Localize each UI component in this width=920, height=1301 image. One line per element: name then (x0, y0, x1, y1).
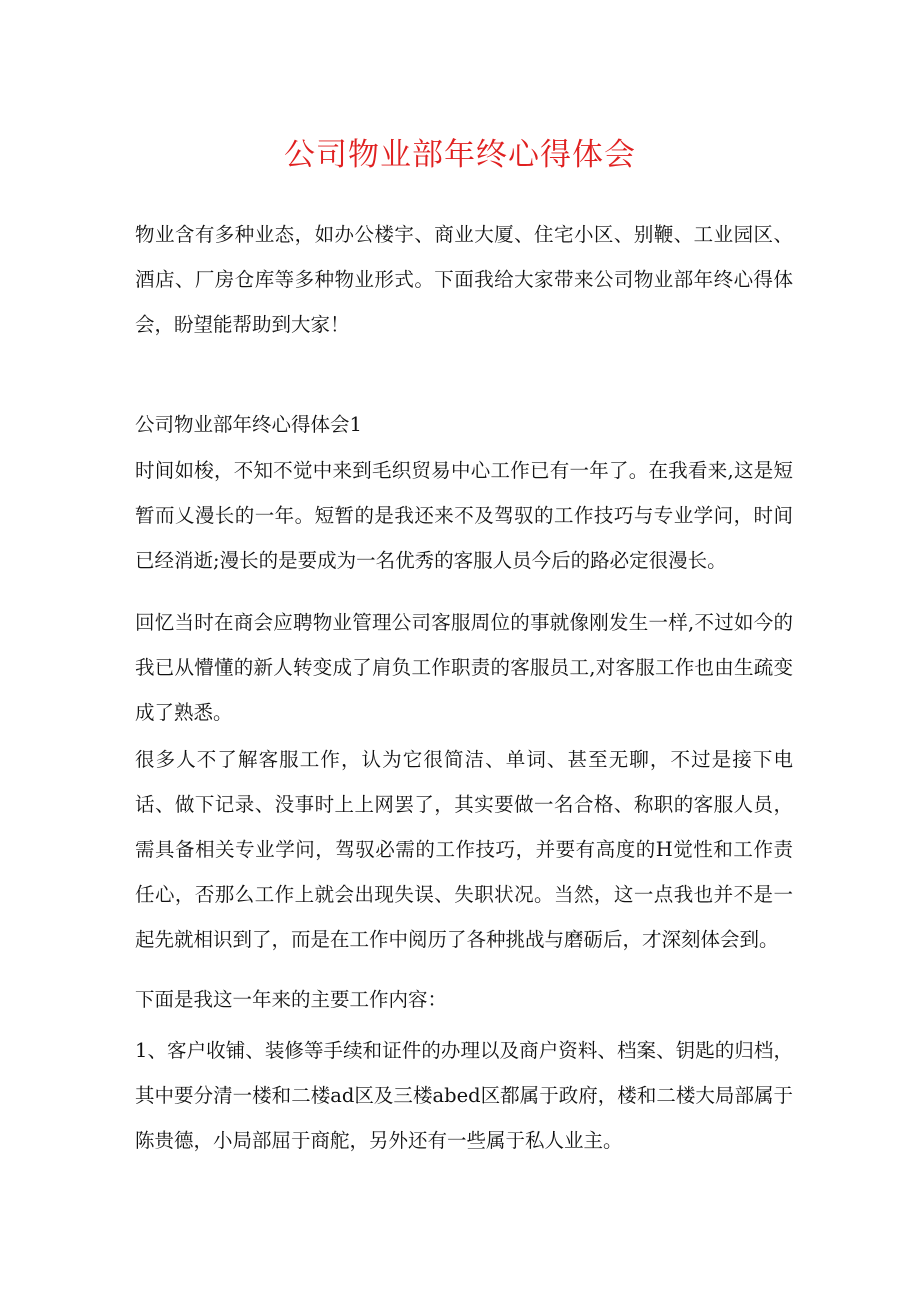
document-title: 公司物业部年终心得体会 (284, 137, 636, 173)
body-paragraph: 1、客户收铺、装修等手续和证件的办理以及商户资料、档案、钥匙的归档，其中要分清一楼和二楼ad区及三楼abed区都属于政府，楼和二楼大局部属于陈贵德，小局部屈于商舵，另外还有一些属于私人业主。 (135, 1039, 793, 1152)
body-paragraph: 回忆当时在商会应聘物业管理公司客服周位的事就像刚发生一样,不过如今的我已从懵懂的新人转变成了肩负工作职责的客服员工,对客服工作也由生疏变成了熟悉。 (135, 611, 793, 724)
body-paragraph: 下面是我这一年来的主要工作内容： (135, 988, 448, 1011)
intro-paragraph: 物业含有多种业态，如办公楼宇、商业大厦、住宅小区、别鞭、工业园区、酒店、厂房仓库等多种物业形式。下面我给大家带来公司物业部年终心得体会，盼望能帮助到大家！ (135, 223, 793, 336)
body-paragraph: 时间如梭，不知不觉中来到毛织贸易中心工作已有一年了。在我看来,这是短暂而乂漫长的一年。短暂的是我还来不及驾驭的工作技巧与专业学问，时间已经消逝;漫长的是要成为一名优秀的客服人员今后的路必定很漫长。 (135, 459, 793, 572)
section-heading: 公司物业部年终心得体会1 (135, 413, 362, 436)
body-paragraph: 很多人不了解客服工作，认为它很简洁、单词、甚至无聊，不过是接下电话、做下记录、没事时上上网罢了，其实要做一名合格、称职的客服人员，需具备相关专业学问，驾驭必需的工作技巧，并要有高度的H觉性和工作责任心，否那么工作上就会出现失误、失职状况。当然，这一点我也并不是一起先就相识到了，而是在工作中阅历了各种挑战与磨砺后，才深刻体会到。 (135, 748, 793, 951)
